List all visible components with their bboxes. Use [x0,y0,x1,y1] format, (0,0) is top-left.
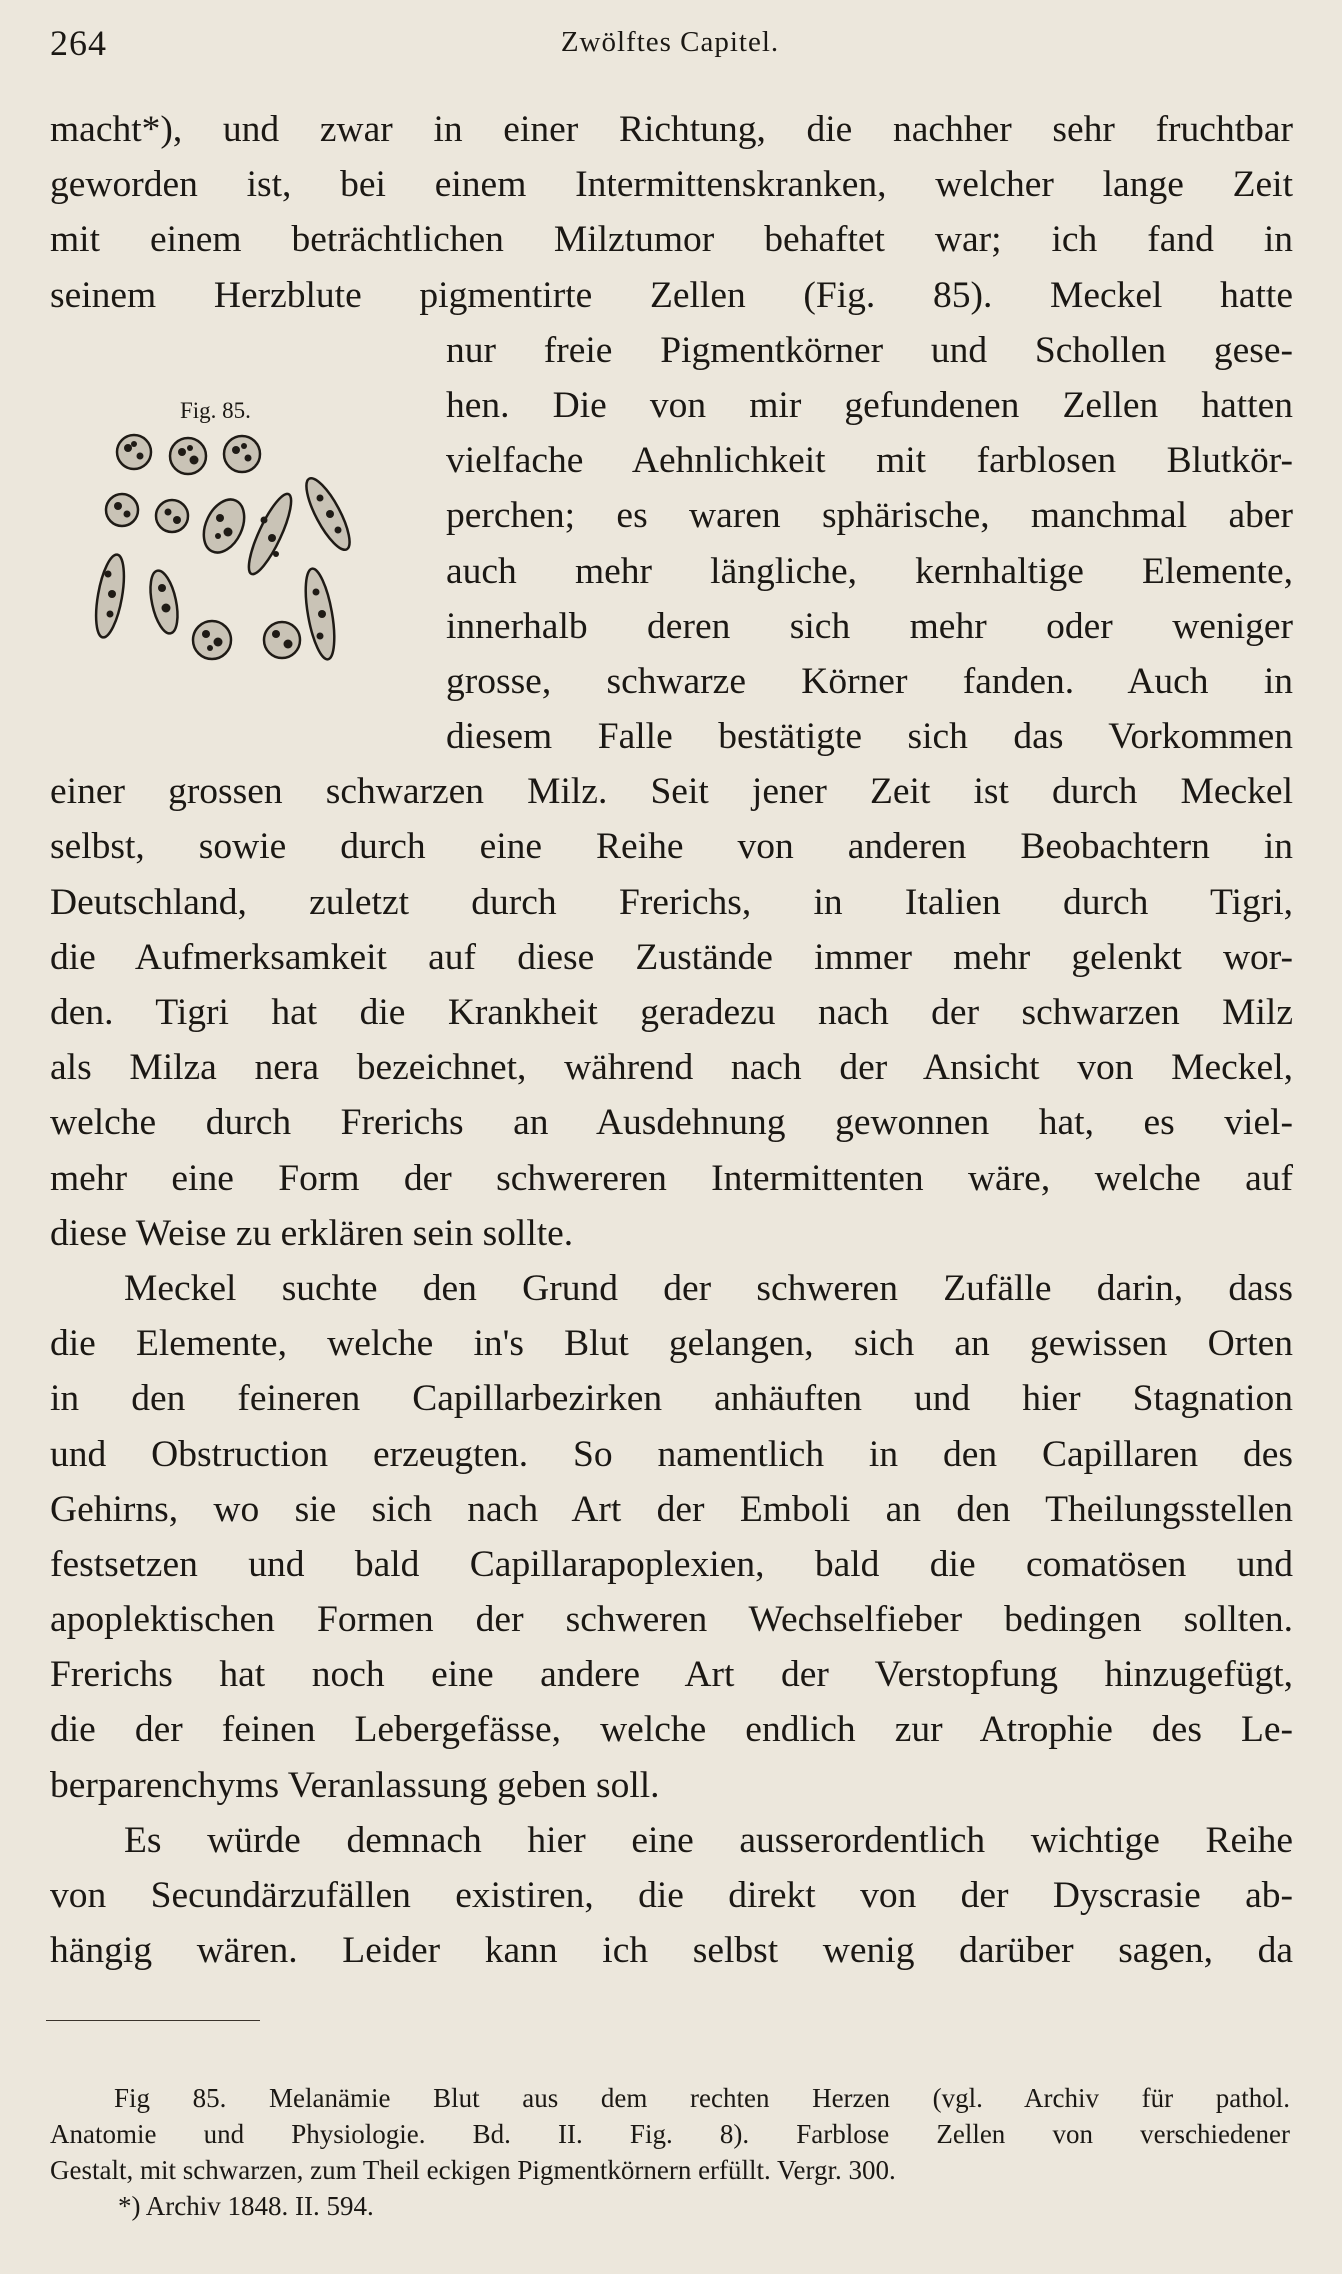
text-line: apoplektischen Formen der schweren Wechselfieber bedingen sollten. [50,1599,1293,1641]
text-line: diese Weise zu erklären sein sollte. [50,1212,574,1254]
text-line: innerhalb deren sich mehr oder weniger [446,605,1293,647]
text-line: nur freie Pigmentkörner und Schollen gese- [446,329,1293,371]
text-line: von Secundärzufällen existiren, die direkt von der Dyscrasie ab- [50,1875,1293,1916]
text-line: festsetzen und bald Capillarapoplexien, bald die comatösen und [50,1543,1293,1585]
page-number: 264 [50,23,107,63]
text-line: hängig wären. Leider kann ich selbst wenig darüber sagen, da [50,1930,1293,1972]
footnote-line: Fig 85. Melanämie Blut aus dem rechten Herzen (vgl. Archiv für pathol. [114,2083,1290,2113]
text-line: als Milza nera bezeichnet, während nach der Ansicht von Meckel, [50,1047,1293,1089]
text-line: einer grossen schwarzen Milz. Seit jener Zeit ist durch Meckel [50,771,1293,813]
text-line: Gehirns, wo sie sich nach Art der Emboli an den Theilungsstellen [50,1488,1293,1530]
text-line: geworden ist, bei einem Intermittenskranken, welcher lange Zeit [50,164,1293,206]
figure-85 [50,398,380,698]
footnote-divider [46,2020,260,2021]
text-line: vielfache Aehnlichkeit mit farblosen Blutkör- [446,440,1293,482]
text-line: selbst, sowie durch eine Reihe von anderen Beobachtern in [50,826,1293,868]
figure-caption: Fig. 85. [180,398,251,423]
text-line: Es würde demnach hier eine ausserordentlich wichtige Reihe [124,1819,1293,1861]
text-line: grosse, schwarze Körner fanden. Auch in [446,660,1293,702]
text-line: diesem Falle bestätigte sich das Vorkommen [446,716,1293,758]
text-line: Meckel suchte den Grund der schweren Zufälle darin, dass [124,1267,1293,1309]
text-line: auch mehr längliche, kernhaltige Elemente, [446,550,1293,592]
text-line: die Aufmerksamkeit auf diese Zustände immer mehr gelenkt wor- [50,936,1293,978]
text-line: macht*), und zwar in einer Richtung, die nachher sehr fruchtbar [50,109,1293,150]
text-line: Deutschland, zuletzt durch Frerichs, in Italien durch Tigri, [50,881,1293,923]
text-line: die Elemente, welche in's Blut gelangen, sich an gewissen Orten [50,1323,1293,1365]
text-line: hen. Die von mir gefundenen Zellen hatten [446,384,1293,426]
running-title: Zwölftes Capitel. [560,26,780,58]
footnote-line: Anatomie und Physiologie. Bd. II. Fig. 8). Farblose Zellen von verschiedener [50,2119,1290,2149]
blood-cell-illustration [50,428,380,698]
text-line: in den feineren Capillarbezirken anhäuften und hier Stagnation [50,1378,1293,1420]
text-line: mehr eine Form der schwereren Intermittenten wäre, welche auf [50,1157,1293,1199]
footnote-line: Gestalt, mit schwarzen, zum Theil eckigen Pigmentkörnern erfüllt. Vergr. 300. [50,2155,896,2185]
text-line: perchen; es waren sphärische, manchmal aber [446,495,1293,537]
text-line: die der feinen Lebergefässe, welche endlich zur Atrophie des Le- [50,1709,1293,1751]
text-line: seinem Herzblute pigmentirte Zellen (Fig. 85). Meckel hatte [50,274,1293,316]
footnotes [50,2080,1290,2224]
footnote-line: *) Archiv 1848. II. 594. [118,2191,374,2221]
page-header [50,22,1290,72]
text-line: und Obstruction erzeugten. So namentlich in den Capillaren des [50,1433,1293,1475]
text-line: berparenchyms Veranlassung geben soll. [50,1764,660,1806]
text-line: den. Tigri hat die Krankheit geradezu nach der schwarzen Milz [50,992,1293,1033]
body-text [50,102,1293,1978]
text-line: mit einem beträchtlichen Milztumor behaftet war; ich fand in [50,219,1293,261]
text-line: Frerichs hat noch eine andere Art der Verstopfung hinzugefügt, [50,1654,1293,1696]
text-line: welche durch Frerichs an Ausdehnung gewonnen hat, es viel- [50,1102,1293,1144]
